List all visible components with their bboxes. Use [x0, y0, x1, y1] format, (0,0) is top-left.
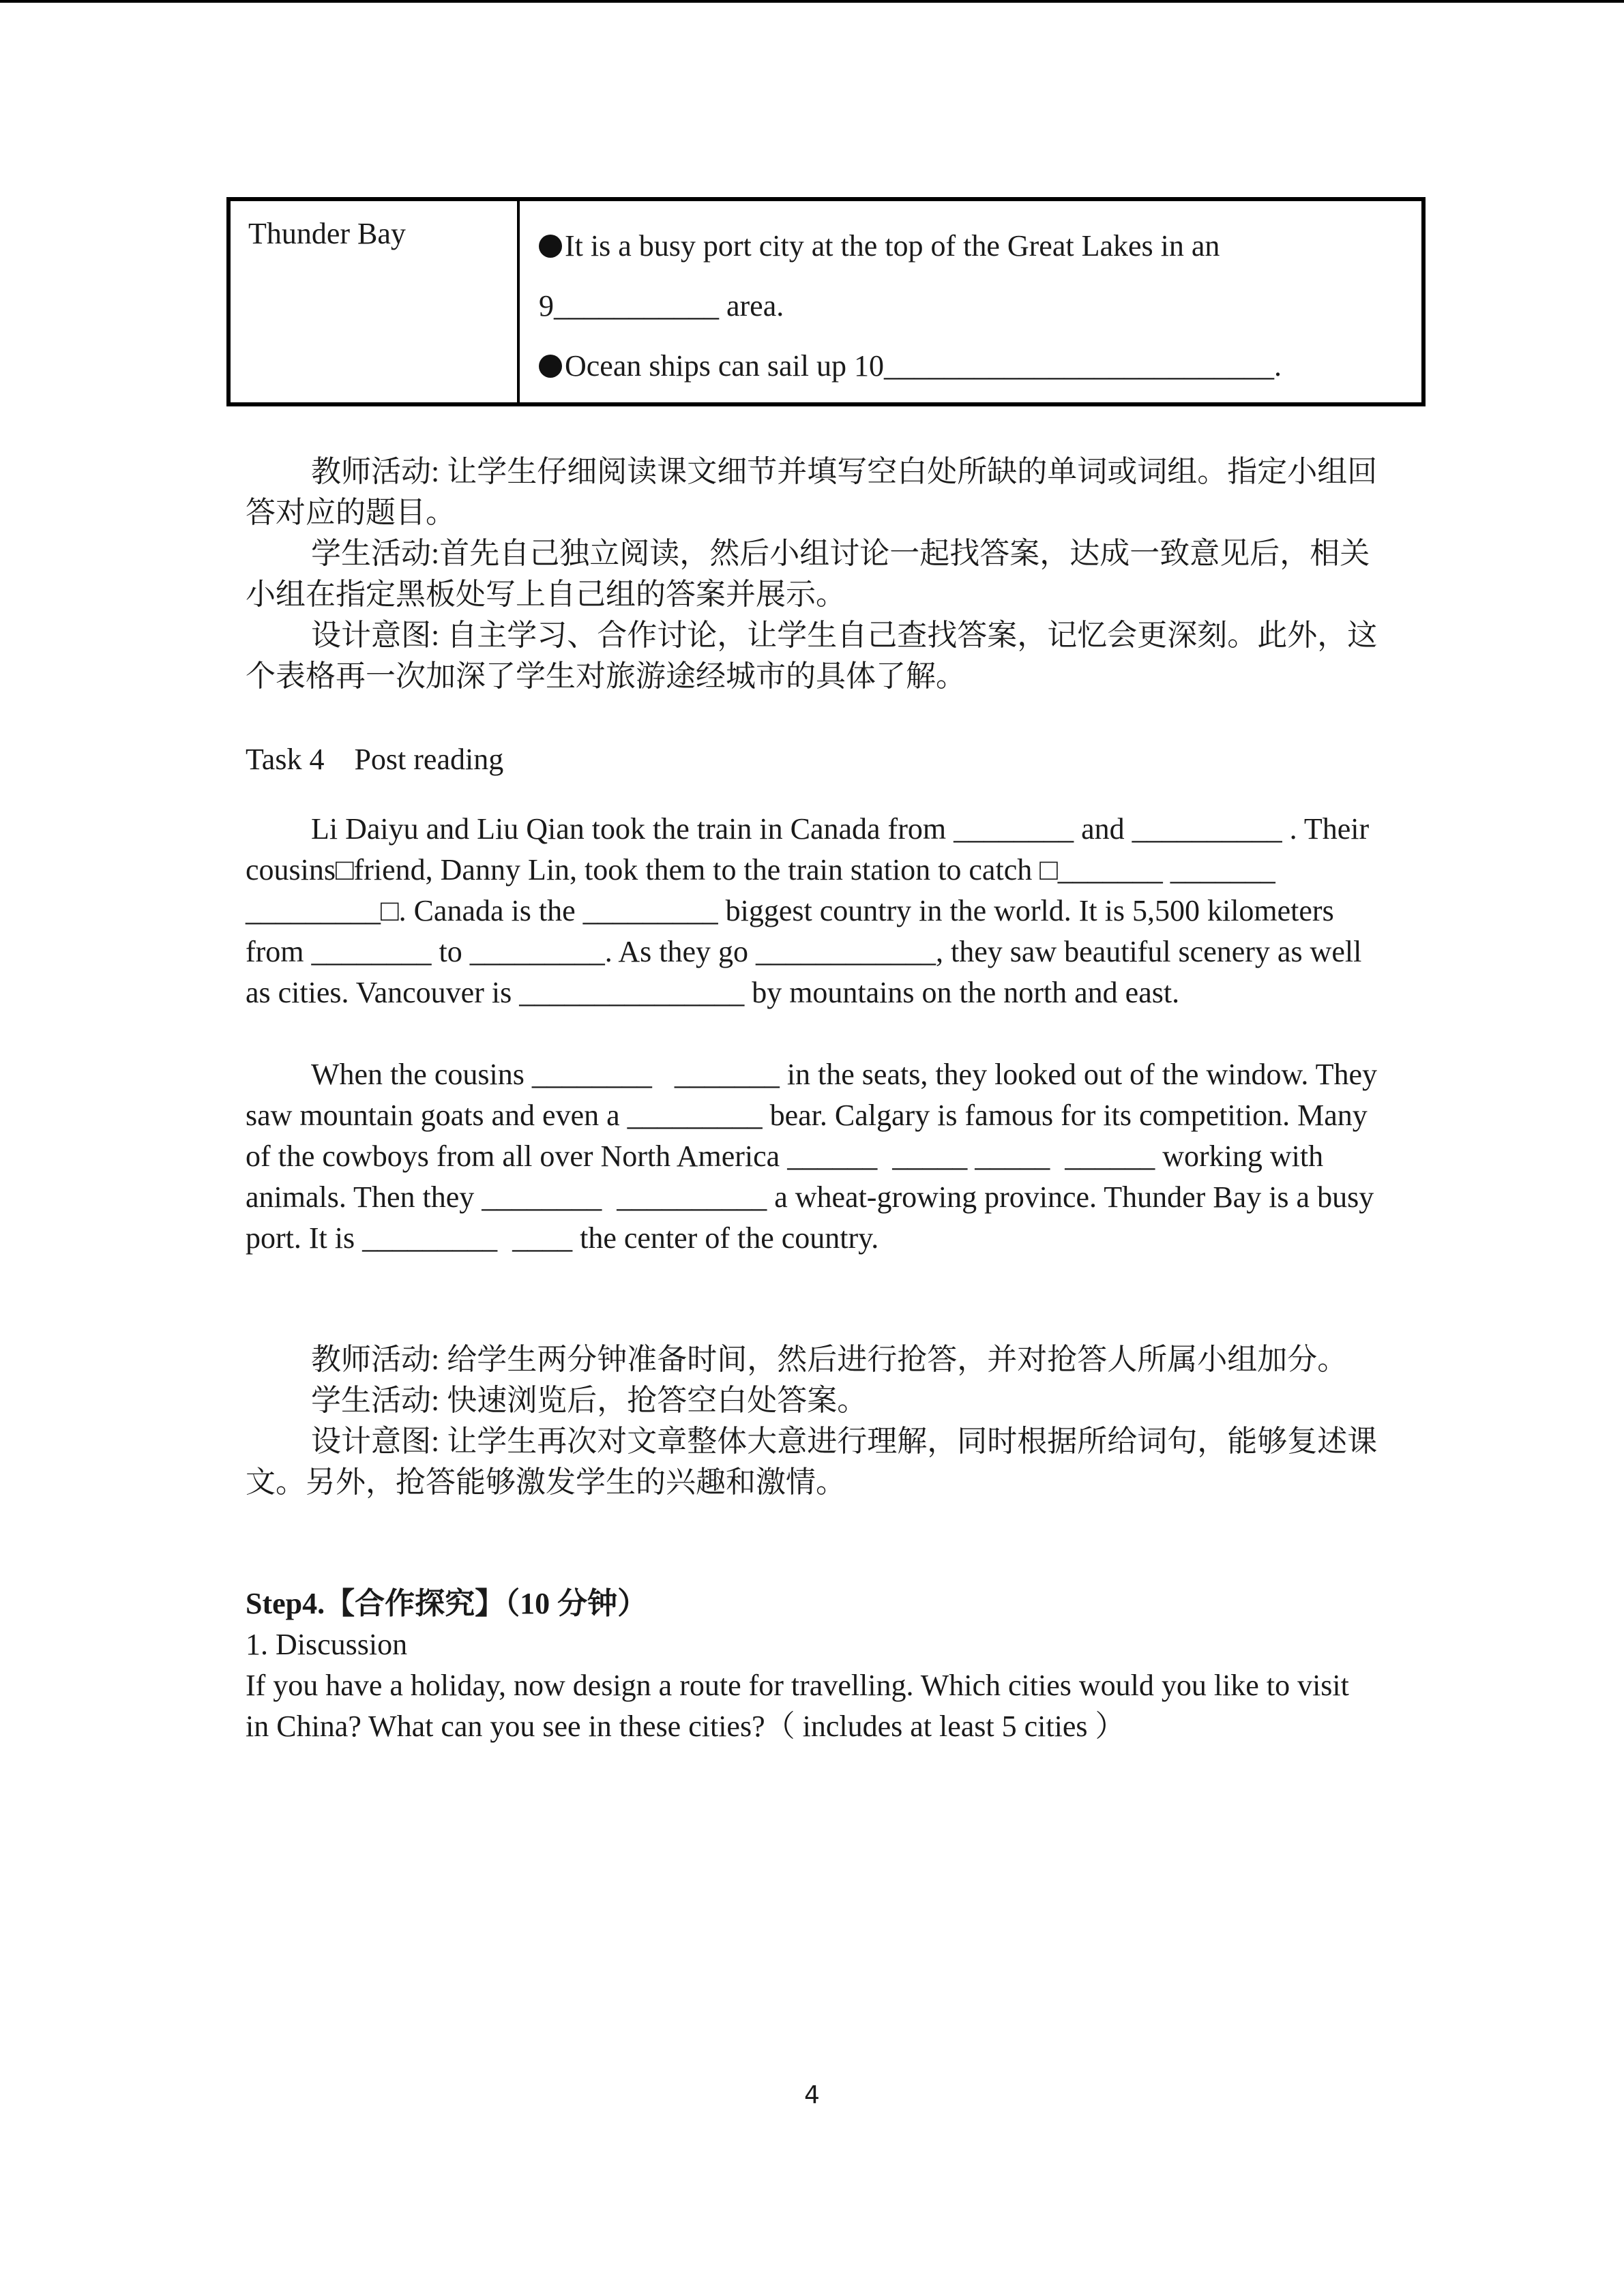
page-top-border [0, 0, 1624, 3]
info-line-3: Ocean ships can sail up 10__________________________. [539, 336, 1412, 396]
design-intent-text: 设计意图: 自主学习、合作讨论，让学生自己查找答案，记忆会更深刻。此外，这个表格再一次加深了学生对旅游途经城市的具体了解。 [246, 618, 1378, 693]
cloze-paragraph-1: Li Daiyu and Liu Qian took the train in Canada from ________ and __________ . Their cousins□friend, Danny Lin, took them to the train station to catch □_______ _______ _________□. Canada is the _________ biggest country in the world. It is 5,500 kilometers from ________ to _________. As they go ____________, they saw beautiful scenery as well as cities. Vancouver is _______________ by mountains on the north and east. [246, 812, 1377, 1009]
page-number: 4 [804, 2081, 820, 2109]
step4-title: Step4.【合作探究】（10 分钟） [246, 1587, 648, 1620]
discussion-heading: 1. Discussion [246, 1628, 408, 1661]
table-column-divider [517, 201, 520, 402]
city-info-table [226, 197, 1426, 406]
teacher-activity-section-2 [246, 1339, 1379, 1503]
table-info-cell [539, 216, 1412, 396]
design-intent-text: 设计意图: 让学生再次对文章整体大意进行理解，同时根据所给词句，能够复述课文。另外，抢答能够激发学生的兴趣和激情。 [246, 1425, 1378, 1499]
table-city-cell: Thunder Bay [248, 217, 406, 250]
info-line-1: It is a busy port city at the top of the Great Lakes in an [539, 216, 1412, 276]
bullet-icon [539, 355, 562, 378]
teacher-activity-section-1 [246, 451, 1379, 697]
teacher-activity-text: 教师活动: 让学生仔细阅读课文细节并填写空白处所缺的单词或词组。指定小组回答对应的题目。 [246, 455, 1378, 529]
teacher-activity-text: 教师活动: 给学生两分钟准备时间，然后进行抢答，并对抢答人所属小组加分。 [311, 1343, 1348, 1376]
student-activity-text: 学生活动:首先自己独立阅读，然后小组讨论一起找答案，达成一致意见后，相关小组在指定黑板处写上自己组的答案并展示。 [246, 537, 1370, 611]
student-activity-text: 学生活动: 快速浏览后，抢答空白处答案。 [311, 1384, 868, 1417]
step4-section [246, 1583, 1378, 1747]
info-line-2: 9___________ area. [539, 289, 784, 323]
task4-title: Task 4 Post reading [246, 743, 504, 776]
bullet-icon [539, 235, 562, 258]
cloze-paragraph-2: When the cousins ________ _______ in the seats, they looked out of the window. They saw mountain goats and even a _________ bear. Calgary is famous for its competition. Many of the cowboys from all over North America ______ _____ _____ ______ working with animals. Then they ________ __________ a wheat-growing province. Thunder Bay is a busy port. It is _________ ____ the center of the country. [246, 1058, 1385, 1255]
discussion-prompt: If you have a holiday, now design a route for travelling. Which cities would you like to visit in China? What can you see in these cities?（ includes at least 5 cities ） [246, 1669, 1357, 1743]
